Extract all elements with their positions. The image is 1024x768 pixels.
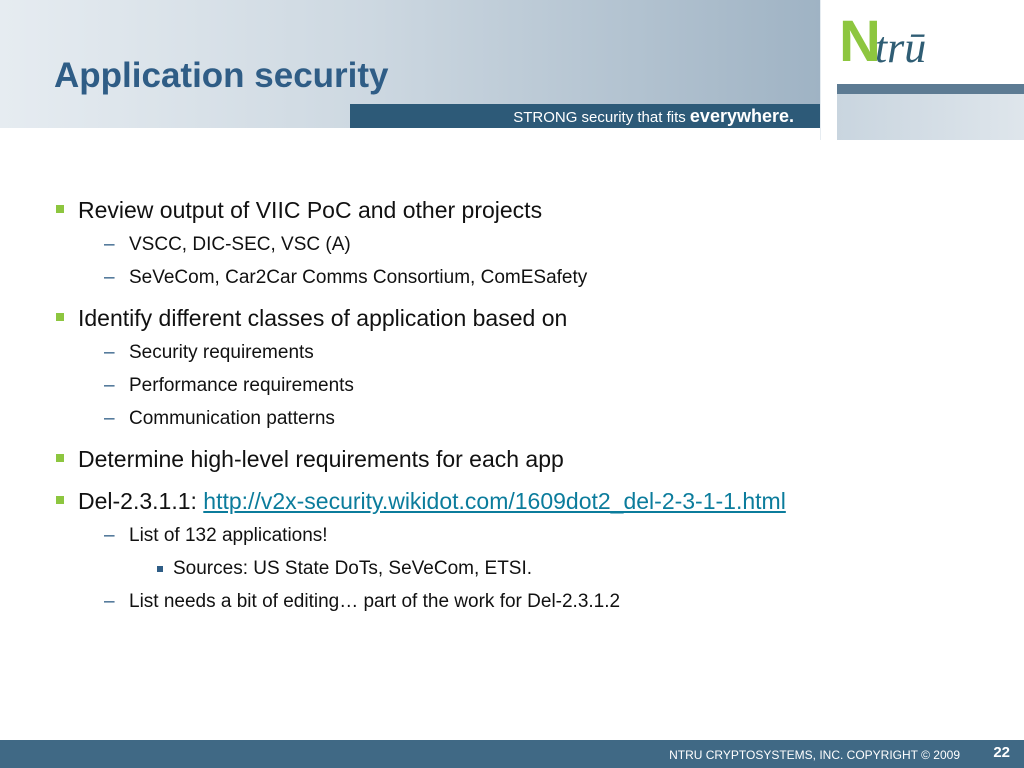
logo-divider — [837, 84, 1024, 94]
dash-icon: – — [104, 267, 115, 288]
subbullet-text: Performance requirements — [129, 375, 354, 396]
subbullet-text: List needs a bit of editing… part of the work for Del-2.3.1.2 — [129, 591, 621, 612]
dash-icon: – — [104, 591, 115, 612]
bullet-text: Del-2.3.1.1: — [78, 488, 204, 514]
subsubbullet — [54, 557, 954, 581]
green-square-bullet-icon — [56, 313, 64, 321]
subbullet — [54, 266, 954, 290]
subbullet-text: VSCC, DIC-SEC, VSC (A) — [129, 234, 351, 255]
page-number: 22 — [993, 744, 1010, 761]
dash-icon: – — [104, 375, 115, 396]
tagline-bar — [350, 104, 820, 128]
subbullet-text: Security requirements — [129, 342, 314, 363]
bullet-identify-classes — [54, 304, 954, 332]
bullet-text: Review output of VIIC PoC and other projects — [78, 197, 543, 223]
copyright-text: NTRU CRYPTOSYSTEMS, INC. COPYRIGHT © 2009 — [669, 748, 960, 762]
subbullet-text: SeVeCom, Car2Car Comms Consortium, ComESafety — [129, 267, 588, 288]
logo-tru: trū — [874, 23, 927, 72]
subbullet — [54, 590, 954, 614]
subbullet-text: List of 132 applications! — [129, 525, 328, 546]
bullet-determine-requirements — [54, 445, 954, 473]
bullet-text: Determine high-level requirements for each app — [78, 446, 564, 472]
logo-n: N — [839, 9, 879, 74]
bullet-text: Identify different classes of application based on — [78, 305, 568, 331]
dash-icon: – — [104, 525, 115, 546]
subbullet — [54, 407, 954, 431]
subbullet — [54, 233, 954, 257]
footer-bar — [0, 740, 1024, 768]
ntru-logo — [839, 9, 927, 74]
dash-icon: – — [104, 408, 115, 429]
green-square-bullet-icon — [56, 454, 64, 462]
green-square-bullet-icon — [56, 205, 64, 213]
dash-icon: – — [104, 234, 115, 255]
tagline-prefix: STRONG security that fits — [513, 109, 690, 126]
blue-square-bullet-icon — [157, 566, 163, 572]
subbullet — [54, 374, 954, 398]
subbullet-text: Communication patterns — [129, 408, 335, 429]
subbullet — [54, 341, 954, 365]
slide-title: Application security — [54, 56, 389, 95]
dash-icon: – — [104, 342, 115, 363]
bullet-deliverable — [54, 487, 954, 515]
tagline — [513, 106, 794, 127]
slide-content — [54, 196, 954, 614]
logo-area — [820, 0, 1024, 140]
logo-panel — [837, 94, 1024, 140]
bullet-review-output — [54, 196, 954, 224]
deliverable-link[interactable]: http://v2x-security.wikidot.com/1609dot2_del-2-3-1-1.html — [203, 488, 786, 514]
tagline-emphasis: everywhere. — [689, 106, 794, 126]
subbullet — [54, 524, 954, 548]
subsubbullet-text: Sources: US State DoTs, SeVeCom, ETSI. — [173, 558, 533, 579]
green-square-bullet-icon — [56, 496, 64, 504]
